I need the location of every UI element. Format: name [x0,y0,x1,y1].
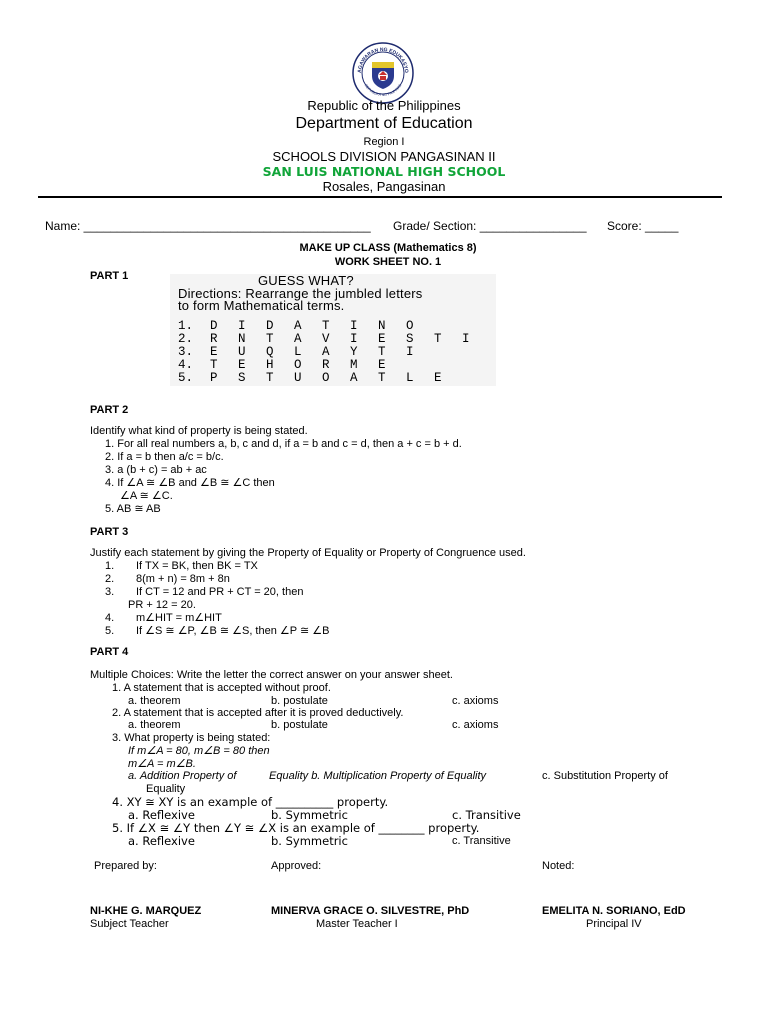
q5-choice-b: b. Symmetric [271,834,348,848]
q4-choice-b: b. Symmetric [271,808,348,822]
deped-seal-logo [352,42,414,104]
jumbled-letter: T [378,371,386,385]
jumbled-letter: E [238,358,246,372]
part3-item-2: 8(m + n) = 8m + 8n [136,573,230,585]
part4-instruction: Multiple Choices: Write the letter the correct answer on your answer sheet. [90,669,453,681]
jumbled-letter: T [378,345,386,359]
jumbled-row [178,346,490,359]
jumbled-letter: D [266,319,274,333]
jumbled-letter: E [434,371,442,385]
jumbled-letter: I [238,319,246,333]
jumbled-row [178,320,490,333]
department-title: Department of Education [295,115,473,132]
part2-instruction: Identify what kind of property is being stated. [90,425,308,437]
jumbled-letter: I [350,319,358,333]
jumbled-letter: L [294,345,302,359]
header-divider [38,196,722,198]
noter-name: EMELITA N. SORIANO, EdD [542,905,686,917]
part3-item-4: m∠HIT = m∠HIT [136,612,222,624]
part4-question-3: 3. What property is being stated: [112,732,271,744]
approver-title: Master Teacher I [316,918,398,930]
guess-what-directions-line1: Directions: Rearrange the jumbled letters [178,286,423,301]
jumbled-letter: E [210,345,218,359]
part2-item-3: 3. a (b + c) = ab + ac [105,464,207,476]
jumbled-letter: U [238,345,246,359]
seal-text: AGAWARAN NG EDUKASYO [356,46,410,74]
jumbled-letter: T [210,358,218,372]
part2-item-5: 5. AB ≅ AB [105,503,161,515]
q1-choice-c: c. axioms [452,695,499,707]
part3-item-1-num: 1. [105,560,115,572]
q5-choice-a: a. Reflexive [128,834,195,848]
guess-what-directions-line2: to form Mathematical terms. [178,298,345,313]
jumbled-letter: Q [266,345,274,359]
part3-item-3-num: 3. [105,586,115,598]
part2-item-2: 2. If a = b then a/c = b/c. [105,451,224,463]
jumbled-row-number: 3. [178,345,194,359]
guess-what-heading: GUESS WHAT? [258,273,354,288]
q3-given-line2: m∠A = m∠B. [128,758,196,770]
preparer-name: NI-KHE G. MARQUEZ [90,905,202,917]
jumbled-letter: A [294,332,302,346]
q1-choice-b: b. postulate [271,695,328,707]
jumbled-letter: A [322,345,330,359]
jumbled-letter: L [406,371,414,385]
part3-item-2-num: 2. [105,573,115,585]
jumbled-letter: A [294,319,302,333]
q3-choice-b: Equality b. Multiplication Property of Equality [269,770,487,782]
jumbled-letter: N [238,332,246,346]
jumbled-letter: R [322,358,330,372]
preparer-title: Subject Teacher [90,918,169,930]
q3-choice-c: c. Substitution Property of [542,770,668,782]
noter-title: Principal IV [586,918,642,930]
jumbled-letter: S [406,332,414,346]
part3-item-1: If TX = BK, then BK = TX [136,560,258,572]
q3-choice-a: a. Addition Property of [128,770,237,782]
jumbled-letter: V [322,332,330,346]
part3-item-4-num: 4. [105,612,115,624]
part4-question-5: 5. If ∠X ≅ ∠Y then ∠Y ≅ ∠X is an example of ________ property. [112,821,480,835]
q4-choice-a: a. Reflexive [128,808,195,822]
part4-label: PART 4 [90,646,129,658]
jumbled-letter: E [378,358,386,372]
part2-item-1: 1. For all real numbers a, b, c and d, if a = b and c = d, then a + c = b + d. [105,438,462,450]
jumbled-letter: T [266,371,274,385]
noted-label: Noted: [542,860,575,872]
q4-choice-c: c. Transitive [452,808,521,822]
jumbled-letter: I [406,345,414,359]
q2-choice-c: c. axioms [452,719,499,731]
approved-label: Approved: [271,860,322,872]
jumbled-letter: A [350,371,358,385]
jumbled-letter: Y [350,345,358,359]
q1-choice-a: a. theorem [128,695,181,707]
region-text: Region I [363,136,405,148]
approver-name: MINERVA GRACE O. SILVESTRE, PhD [271,905,470,917]
division-text: SCHOOLS DIVISION PANGASINAN II [272,149,496,164]
q3-given-line1: If m∠A = 80, m∠B = 80 then [128,745,270,757]
jumbled-row-number: 1. [178,319,194,333]
part4-question-1: 1. A statement that is accepted without proof. [112,682,331,694]
jumbled-letter: N [378,319,386,333]
jumbled-letter: P [210,371,218,385]
jumbled-letter: R [210,332,218,346]
part2-item-4-cont: ∠A ≅ ∠C. [120,490,173,502]
jumbled-row [178,372,490,385]
part4-question-4: 4. XY ≅ XY is an example of __________ property. [112,795,389,809]
jumbled-letter: O [294,358,302,372]
jumbled-row [178,333,490,346]
grade-section-label: Grade/ Section: ________________ [393,219,587,233]
seal-bottom-text: REPUBLIKA NG PILIPINAS [363,83,403,98]
q2-choice-b: b. postulate [271,719,328,731]
jumbled-letter: I [462,332,470,346]
jumbled-row-number: 5. [178,371,194,385]
q2-choice-a: a. theorem [128,719,181,731]
part1-label: PART 1 [90,270,129,282]
name-field-label: Name: ___________________________________________ [45,219,371,233]
jumbled-row-number: 4. [178,358,194,372]
q5-choice-c: c. Transitive [452,835,511,847]
part3-item-5: If ∠S ≅ ∠P, ∠B ≅ ∠S, then ∠P ≅ ∠B [136,625,330,637]
jumbled-letter: O [406,319,414,333]
part3-item-3-cont: PR + 12 = 20. [128,599,196,611]
part2-label: PART 2 [90,404,129,416]
jumbled-letter: E [378,332,386,346]
jumbled-letter: S [238,371,246,385]
part3-item-3: If CT = 12 and PR + CT = 20, then [136,586,304,598]
worksheet-number: WORK SHEET NO. 1 [334,256,442,268]
location-text: Rosales, Pangasinan [322,179,446,194]
jumbled-letter: D [210,319,218,333]
jumbled-letter: O [322,371,330,385]
jumbled-letter: T [434,332,442,346]
part3-label: PART 3 [90,526,129,538]
jumbled-letter: T [322,319,330,333]
q3-choice-c-cont: Equality [146,783,186,795]
jumbled-row-number: 2. [178,332,194,346]
jumbled-letters-list [178,320,490,385]
jumbled-letter: T [266,332,274,346]
part4-question-2: 2. A statement that is accepted after it is proved deductively. [112,707,404,719]
part3-instruction: Justify each statement by giving the Property of Equality or Property of Congruence used. [90,547,526,559]
part3-item-5-num: 5. [105,625,115,637]
prepared-by-label: Prepared by: [94,860,157,872]
jumbled-letter: I [350,332,358,346]
jumbled-letter: H [266,358,274,372]
score-label: Score: _____ [607,219,679,233]
school-name: SAN LUIS NATIONAL HIGH SCHOOL [262,164,506,179]
jumbled-letter: U [294,371,302,385]
republic-text: Republic of the Philippines [307,98,461,113]
part2-item-4: 4. If ∠A ≅ ∠B and ∠B ≅ ∠C then [105,477,275,489]
worksheet-title: MAKE UP CLASS (Mathematics 8) [299,242,477,254]
jumbled-letter: M [350,358,358,372]
guess-what-box [170,274,496,386]
jumbled-row [178,359,490,372]
